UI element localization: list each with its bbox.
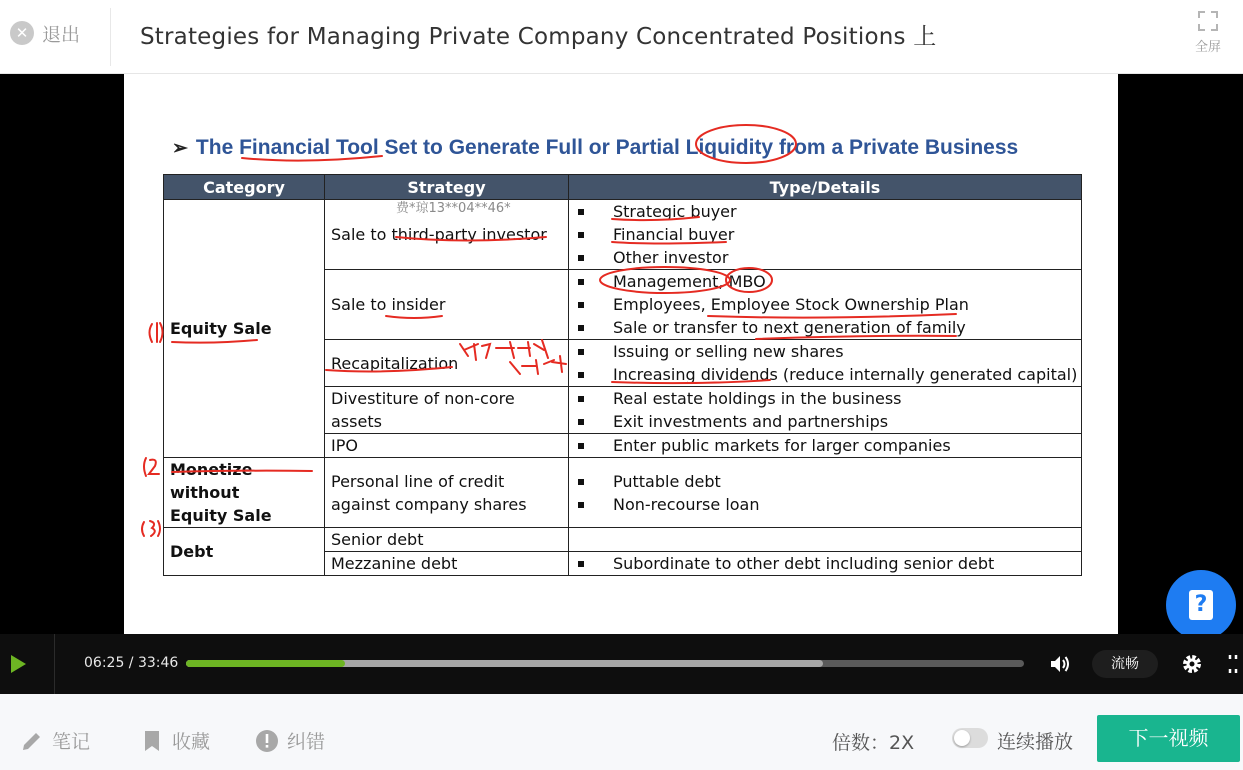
strategy-cell bbox=[325, 458, 569, 528]
strategy-cell: Recapitalization bbox=[325, 340, 569, 387]
details-cell bbox=[569, 434, 1082, 458]
header-strategy: Strategy bbox=[325, 175, 569, 200]
gear-icon[interactable] bbox=[1181, 653, 1203, 675]
report-error-button[interactable] bbox=[255, 727, 325, 754]
detail-item: Puttable debt bbox=[575, 470, 1075, 493]
close-icon: ✕ bbox=[10, 21, 34, 45]
header-divider bbox=[110, 8, 111, 66]
strategy-table bbox=[163, 174, 1082, 576]
play-icon[interactable] bbox=[8, 654, 28, 674]
detail-item: Issuing or selling new shares bbox=[575, 340, 1075, 363]
toggle-knob bbox=[954, 730, 970, 746]
fullscreen-icon bbox=[1198, 11, 1218, 31]
detail-item: Strategic buyer bbox=[575, 200, 1075, 223]
quality-selector[interactable]: 流畅 bbox=[1092, 650, 1158, 678]
fullscreen-label: 全屏 bbox=[1194, 40, 1221, 55]
pencil-icon bbox=[20, 729, 44, 753]
video-area[interactable] bbox=[0, 74, 1243, 634]
table-row bbox=[164, 528, 1082, 552]
category-line: Monetize without bbox=[170, 460, 253, 502]
exit-label: 退出 bbox=[42, 23, 81, 46]
exit-button[interactable] bbox=[10, 20, 80, 46]
detail-item: Employees, Employee Stock Ownership Plan bbox=[575, 293, 1075, 316]
progress-bar[interactable] bbox=[186, 660, 1024, 667]
slide-title-text: The Financial Tool Set to Generate Full or Partial Liquidity from a Private Business bbox=[195, 136, 1019, 159]
details-cell bbox=[569, 270, 1082, 340]
arrow-bullet-icon: ➢ bbox=[172, 138, 188, 159]
details-cell bbox=[569, 528, 1082, 552]
strategy-line: Divestiture of non-core bbox=[331, 389, 515, 408]
detail-item: Real estate holdings in the business bbox=[575, 387, 1075, 410]
video-title: Strategies for Managing Private Company Concentrated Positions 上 bbox=[140, 24, 937, 50]
bookmark-icon bbox=[140, 729, 164, 753]
controls-divider bbox=[54, 634, 55, 694]
progress-played bbox=[186, 660, 345, 667]
next-video-button[interactable]: 下一视频 bbox=[1097, 715, 1240, 762]
strategy-cell: Sale to insider bbox=[325, 270, 569, 340]
detail-item: Financial buyer bbox=[575, 223, 1075, 246]
strategy-cell: Sale to third-party investor bbox=[325, 200, 569, 270]
category-line: Equity Sale bbox=[170, 506, 272, 525]
table-header-row bbox=[164, 175, 1082, 200]
favorite-button[interactable] bbox=[140, 727, 210, 754]
lecture-slide bbox=[124, 74, 1118, 634]
autoplay-toggle[interactable] bbox=[952, 728, 988, 748]
alert-icon bbox=[255, 729, 279, 753]
strategy-cell: Mezzanine debt bbox=[325, 552, 569, 576]
notes-button[interactable] bbox=[20, 727, 90, 754]
category-equity-sale: Equity Sale bbox=[164, 200, 325, 458]
notes-label: 笔记 bbox=[52, 731, 91, 753]
detail-item: Subordinate to other debt including senior debt bbox=[575, 552, 1075, 575]
strategy-line: against company shares bbox=[331, 494, 527, 514]
expand-icon[interactable] bbox=[1226, 653, 1240, 675]
detail-item: Enter public markets for larger companies bbox=[575, 434, 1075, 457]
category-debt: Debt bbox=[164, 528, 325, 576]
mark-1-bracket bbox=[150, 324, 153, 342]
header-category: Category bbox=[164, 175, 325, 200]
strategy-line: Personal line of credit bbox=[331, 471, 505, 491]
strategy-cell: IPO bbox=[325, 434, 569, 458]
mark-2-stroke bbox=[144, 458, 159, 476]
strategy-cell bbox=[325, 387, 569, 434]
top-header bbox=[0, 0, 1243, 74]
player-controls bbox=[0, 634, 1243, 694]
header-details: Type/Details bbox=[569, 175, 1082, 200]
detail-item: Non-recourse loan bbox=[575, 493, 1075, 516]
help-button[interactable] bbox=[1166, 570, 1236, 640]
detail-item: Other investor bbox=[575, 246, 1075, 269]
question-icon: ? bbox=[1189, 590, 1213, 620]
playback-speed[interactable]: 倍数：2X bbox=[832, 732, 915, 754]
category-monetize bbox=[164, 458, 325, 528]
volume-icon[interactable] bbox=[1049, 654, 1071, 674]
details-cell bbox=[569, 458, 1082, 528]
details-cell bbox=[569, 340, 1082, 387]
detail-item: Management, MBO bbox=[575, 270, 1075, 293]
details-cell bbox=[569, 200, 1082, 270]
table-row bbox=[164, 458, 1082, 528]
table-row bbox=[164, 200, 1082, 270]
detail-item: Exit investments and partnerships bbox=[575, 410, 1075, 433]
autoplay-label: 连续播放 bbox=[997, 731, 1074, 753]
report-label: 纠错 bbox=[287, 731, 326, 753]
fullscreen-button[interactable] bbox=[1188, 8, 1228, 60]
strategy-cell: Senior debt bbox=[325, 528, 569, 552]
mark-3-stroke bbox=[142, 521, 160, 536]
time-display: 06:25 / 33:46 bbox=[84, 655, 179, 671]
detail-item: Sale or transfer to next generation of family bbox=[575, 316, 1075, 339]
details-cell bbox=[569, 387, 1082, 434]
bottom-toolbar bbox=[0, 694, 1243, 770]
watermark-text: 费*琼13**04**46* bbox=[396, 201, 511, 216]
favorite-label: 收藏 bbox=[172, 731, 211, 753]
details-cell bbox=[569, 552, 1082, 576]
strategy-line: assets bbox=[331, 412, 382, 431]
detail-item: Increasing dividends (reduce internally generated capital) bbox=[575, 363, 1075, 386]
slide-title bbox=[172, 136, 1018, 160]
